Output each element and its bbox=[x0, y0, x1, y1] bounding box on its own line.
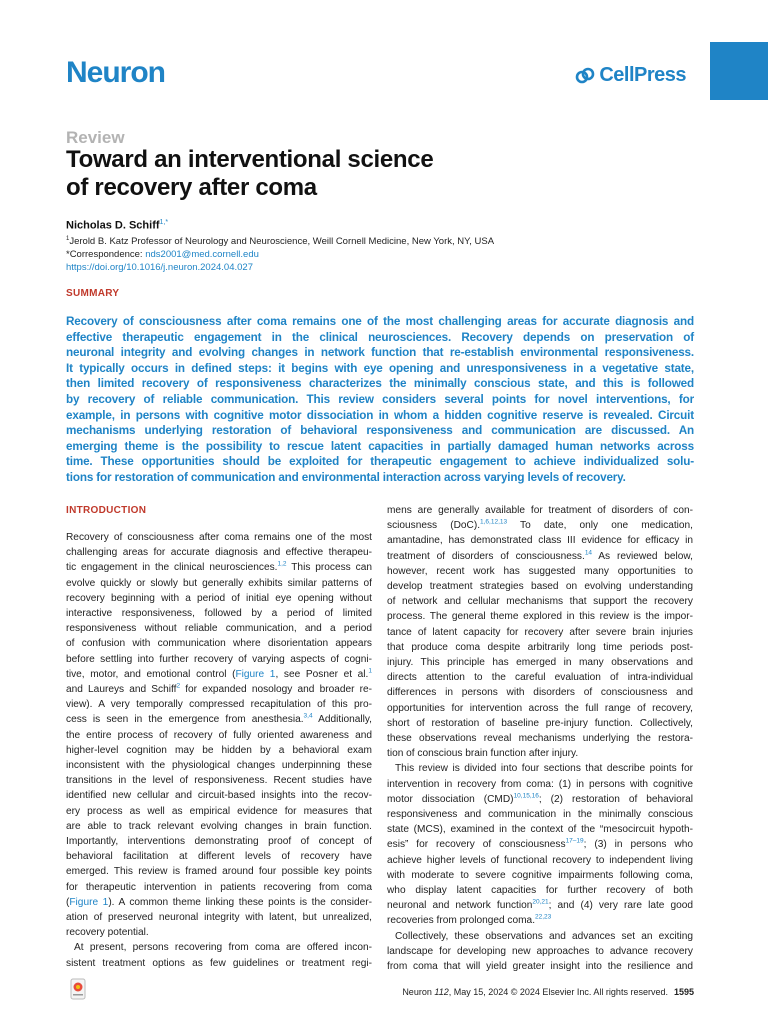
body-text: This process can bbox=[286, 562, 372, 574]
body-line bbox=[66, 895, 372, 910]
citation-superscript[interactable]: 1 bbox=[368, 667, 372, 675]
article-title bbox=[66, 146, 626, 202]
body-text: Recovery of consciousness after coma remains one of the most bbox=[66, 532, 372, 543]
body-text: cess is seen in the emergence from anesthesia. bbox=[66, 714, 304, 726]
body-text: challenging areas for accurate diagnosis and effective therapeu- bbox=[66, 547, 372, 559]
body-text: Importantly, interventions demonstrating proof of concept of bbox=[66, 836, 372, 848]
correspondence: *Correspondence: nds2001@med.cornell.edu bbox=[66, 249, 259, 261]
body-line bbox=[387, 549, 693, 564]
body-text: Additionally, bbox=[312, 714, 372, 726]
body-line bbox=[66, 940, 372, 955]
body-text: who display latent capacities for further recovery of both bbox=[387, 885, 693, 897]
body-text: sciousness (DoC). bbox=[387, 520, 481, 532]
body-line bbox=[66, 576, 372, 591]
summary-line: effective therapeutic engagement in the clinical neurosciences. Recovery depends on preservation of bbox=[66, 330, 694, 344]
page-footer bbox=[402, 987, 694, 997]
body-text: tive, motor, and emotional control ( bbox=[66, 668, 236, 680]
summary-line: time. These opportunities should be exploited for therapeutic engagement to achieve individualized solu- bbox=[66, 455, 694, 469]
publisher-logo[interactable] bbox=[575, 64, 686, 87]
body-text: with moderate to severe cognitive impairments following coma, bbox=[387, 869, 693, 881]
article-meta bbox=[66, 233, 494, 274]
body-text: intervention in recovery from coma: (1) in persons with cognitive bbox=[387, 778, 693, 790]
body-line bbox=[66, 773, 372, 788]
body-text: To date, only one medication, bbox=[507, 520, 693, 532]
body-text: neuronal and network function bbox=[387, 900, 533, 912]
journal-name: Neuron bbox=[66, 56, 165, 89]
body-text: responsiveness without reliable communication, and a period bbox=[66, 623, 372, 635]
corner-tab bbox=[710, 42, 768, 100]
body-text: sistent treatment options as few guidelines or treatment regi- bbox=[66, 957, 372, 969]
publisher-name: CellPress bbox=[599, 64, 686, 86]
body-text: tance of latent capacity for recovery after severe brain injuries bbox=[387, 626, 693, 638]
citation-superscript[interactable]: 17–19 bbox=[565, 838, 584, 846]
title-line: of recovery after coma bbox=[66, 174, 317, 201]
body-line bbox=[66, 925, 372, 940]
body-text: behavioral facilitation at different levels of recovery have bbox=[66, 851, 372, 863]
body-line bbox=[66, 819, 372, 834]
body-text: process. The general theme explored in this review is the impor- bbox=[387, 611, 693, 623]
body-line bbox=[66, 849, 372, 864]
body-line bbox=[387, 655, 693, 670]
body-line bbox=[66, 621, 372, 636]
body-line bbox=[387, 959, 693, 974]
author-superscript: 1,* bbox=[159, 219, 169, 226]
body-text: opportunities for intervention across the full range of recovery, bbox=[387, 702, 693, 714]
body-text: interactive responsiveness, followed by a period of limited bbox=[66, 608, 372, 620]
summary-line: then limited recovery of responsiveness characterizes the minimally conscious state, and this is followed bbox=[66, 377, 694, 391]
body-text: develop treatment strategies based on evolving understanding bbox=[387, 581, 693, 593]
body-line bbox=[387, 807, 693, 822]
citation-superscript[interactable]: 22,23 bbox=[535, 914, 552, 922]
body-text: short of restoration of baseline pre-injury function. Collectively, bbox=[387, 717, 693, 729]
body-line bbox=[387, 533, 693, 548]
body-text: ). A common theme linking these points is the consider- bbox=[108, 896, 372, 908]
body-line bbox=[387, 777, 693, 792]
body-text: transitions in the level of responsiveness. Recent studies have bbox=[66, 775, 372, 787]
summary-line: by recovery of reliable communication. This review considers several points for novel interventions, for bbox=[66, 392, 694, 406]
body-text: As reviewed below, bbox=[592, 550, 693, 562]
body-line bbox=[66, 682, 372, 697]
body-line bbox=[66, 788, 372, 803]
body-line bbox=[387, 594, 693, 609]
body-text: state (MCS), examined in the context of the “mesocircuit hypoth- bbox=[387, 824, 693, 836]
body-line bbox=[387, 898, 693, 913]
body-text: differences in persons with disorders of consciousness and bbox=[387, 687, 693, 699]
body-text: At present, persons recovering from coma are offered incon- bbox=[74, 942, 372, 954]
body-text: before settling into further recovery of varying aspects of cogni- bbox=[66, 653, 372, 665]
body-text: recovery beginning with a period of initial eye opening without bbox=[66, 592, 372, 604]
body-text: , see Posner et al. bbox=[275, 668, 369, 680]
body-text: Collectively, these observations and advances set an exciting bbox=[395, 930, 693, 942]
body-line bbox=[66, 652, 372, 667]
summary-line: Recovery of consciousness after coma remains one of the most challenging areas for accurate diagnosis and bbox=[66, 315, 694, 328]
article-type: Review bbox=[66, 128, 125, 147]
body-line bbox=[387, 731, 693, 746]
body-text: of confusion with communication where disorientation appears bbox=[66, 638, 372, 650]
author-line bbox=[66, 219, 168, 232]
body-text: for therapeutic intervention in patients recovering from coma bbox=[66, 881, 372, 893]
summary-line: emerging theme is the possibility to rescue latent capacities in partially damaged human networks across bbox=[66, 439, 694, 453]
body-text: emerged. This review is framed around four possible key points bbox=[66, 866, 372, 878]
body-line bbox=[66, 712, 372, 727]
body-line bbox=[66, 743, 372, 758]
body-line bbox=[66, 804, 372, 819]
figure-link[interactable]: Figure 1 bbox=[235, 668, 276, 680]
body-line bbox=[66, 606, 372, 621]
body-text: ; (3) in persons who bbox=[583, 839, 693, 851]
summary-line: example, in persons with cognitive motor dissociation in whom a hidden cognitive reserve is revealed. Circuit bbox=[66, 408, 694, 422]
body-text: identified new cellular and circuit-based insights into the recov- bbox=[66, 790, 372, 802]
body-line bbox=[387, 503, 693, 518]
body-text: from coma that will yield greater insight into the resilience and bbox=[387, 961, 693, 973]
body-line bbox=[387, 564, 693, 579]
body-line bbox=[387, 913, 693, 928]
body-text: ; (2) restoration of behavioral bbox=[538, 793, 693, 805]
doi-link[interactable]: https://doi.org/10.1016/j.neuron.2024.04.027 bbox=[66, 262, 253, 274]
check-for-updates-icon[interactable] bbox=[70, 978, 86, 1000]
body-line bbox=[66, 728, 372, 743]
body-line bbox=[387, 685, 693, 700]
body-line bbox=[66, 636, 372, 651]
cellpress-logo-icon bbox=[575, 66, 595, 86]
body-line bbox=[387, 853, 693, 868]
body-line bbox=[387, 822, 693, 837]
body-text: tion of conscious brain function after injury. bbox=[387, 748, 579, 760]
footer-text: , May 15, 2024 © 2024 Elsevier Inc. All rights reserved. bbox=[448, 987, 668, 997]
body-line bbox=[387, 761, 693, 776]
body-line bbox=[387, 716, 693, 731]
citation-superscript[interactable]: 1,2 bbox=[277, 561, 287, 569]
body-text: ery process as well as empirical evidence for measures that bbox=[66, 805, 372, 817]
summary-line: It typically occurs in defined steps: it begins with eye opening and unresponsiveness in a vegetative state, bbox=[66, 361, 694, 375]
body-line bbox=[387, 944, 693, 959]
body-line bbox=[387, 701, 693, 716]
summary-line: mechanisms underlying restoration of behavioral responsiveness and communication are discussed. An bbox=[66, 424, 694, 438]
body-text: evolve quickly or slowly but generally exhibits similar patterns of bbox=[66, 577, 372, 589]
body-text: however, recent work has suggested many opportunities to bbox=[387, 565, 693, 577]
body-line bbox=[387, 792, 693, 807]
body-text: esis” for recovery of consciousness bbox=[387, 839, 566, 851]
body-text: tic engagement in the clinical neurosciences. bbox=[66, 562, 278, 574]
body-text: recoveries from prolonged coma. bbox=[387, 915, 536, 927]
body-line bbox=[387, 640, 693, 655]
body-text: these observations reveal mechanisms underlying the restora- bbox=[387, 733, 693, 745]
page-number: 1595 bbox=[673, 987, 694, 997]
body-text: motor dissociation (CMD) bbox=[387, 793, 514, 805]
body-line bbox=[66, 530, 372, 545]
body-text: ; and (4) very rare late good bbox=[548, 900, 693, 912]
body-line bbox=[387, 625, 693, 640]
body-text: ( bbox=[66, 896, 70, 908]
right-column bbox=[387, 503, 693, 974]
body-line bbox=[387, 518, 693, 533]
body-text: and Laureys and Schiff bbox=[66, 684, 177, 696]
body-text: directs attention to the careful evaluation of intra-individual bbox=[387, 672, 693, 684]
body-text: achieve higher levels of functional recovery to independent living bbox=[387, 854, 693, 866]
body-line bbox=[66, 758, 372, 773]
affiliation-superscript: 1 bbox=[66, 236, 70, 242]
body-line bbox=[66, 591, 372, 606]
citation-superscript[interactable]: 2 bbox=[176, 682, 181, 690]
body-text: higher-level cognition may be hidden by a behavioral exam bbox=[66, 744, 372, 756]
footer-journal: Neuron bbox=[402, 987, 432, 997]
body-text: treatment of disorders of consciousness. bbox=[387, 550, 585, 562]
summary-heading: SUMMARY bbox=[66, 288, 120, 299]
body-line bbox=[66, 667, 372, 682]
figure-link[interactable]: Figure 1 bbox=[69, 896, 109, 908]
body-text: of network and cellular mechanisms that support the recovery bbox=[387, 596, 693, 608]
body-text: ation of preserved neuronal integrity with latent, but unrealized, bbox=[66, 912, 372, 924]
body-line bbox=[66, 834, 372, 849]
citation-superscript[interactable]: 20,21 bbox=[532, 898, 549, 906]
body-text: for expanded nosology and broader re- bbox=[180, 684, 373, 696]
body-line bbox=[387, 837, 693, 852]
body-line bbox=[66, 956, 372, 971]
body-text: landscape for developing new approaches to advance recovery bbox=[387, 945, 693, 957]
affiliation: $^1$Jerold B. Katz Professor of Neurology and Neuroscience, Weill Cornell Medicine, New York, NY, USA bbox=[66, 236, 495, 248]
body-line bbox=[387, 868, 693, 883]
body-line bbox=[66, 864, 372, 879]
introduction-heading: INTRODUCTION bbox=[66, 505, 147, 516]
body-line bbox=[66, 910, 372, 925]
body-line bbox=[66, 560, 372, 575]
body-text: mens are generally available for treatment of disorders of con- bbox=[387, 505, 693, 516]
citation-superscript[interactable]: 3,4 bbox=[303, 713, 313, 721]
title-line: Toward an interventional science bbox=[66, 146, 434, 173]
body-line bbox=[387, 579, 693, 594]
summary-line: tions for restoration of communication and environmental interaction across varying levels of recovery. bbox=[66, 470, 626, 484]
body-line bbox=[387, 746, 693, 761]
body-text: This review is divided into four sections that describe points for bbox=[395, 763, 693, 775]
summary-text bbox=[66, 314, 694, 486]
body-text: are able to track relevant evolving changes in brain function. bbox=[66, 820, 372, 832]
footer-volume: 112 bbox=[434, 987, 449, 997]
body-text: view). A very temporally compressed recapitulation of this pro- bbox=[66, 699, 372, 711]
body-text: recovery potential. bbox=[66, 927, 149, 939]
body-line bbox=[66, 880, 372, 895]
author-name[interactable]: Nicholas D. Schiff bbox=[66, 219, 160, 232]
body-line bbox=[387, 883, 693, 898]
body-text: the entire process of recovery of fully oriented awareness and bbox=[66, 729, 372, 741]
body-text: that produce coma despite arbitrarily long time periods post- bbox=[387, 641, 693, 653]
body-line bbox=[387, 929, 693, 944]
body-line bbox=[66, 545, 372, 560]
body-line bbox=[387, 609, 693, 624]
body-text: responsiveness and communication in the minimally conscious bbox=[387, 809, 693, 821]
citation-superscript[interactable]: 1,6,12,13 bbox=[480, 518, 508, 526]
body-text: inconsistent with the physiological changes underpinning these bbox=[66, 760, 372, 772]
body-line bbox=[387, 670, 693, 685]
body-text: injury. This principle has emerged in many observations and bbox=[387, 657, 693, 669]
left-column bbox=[66, 530, 372, 971]
summary-line: neuronal integrity and evolving changes in network function that re-establish environmental responsiveness. bbox=[66, 346, 694, 360]
email-link[interactable]: nds2001@med.cornell.edu bbox=[145, 249, 259, 261]
citation-superscript[interactable]: 14 bbox=[584, 549, 593, 557]
body-line bbox=[66, 697, 372, 712]
citation-superscript[interactable]: 10,15,16 bbox=[513, 792, 539, 800]
body-text: amantadine, has demonstrated class III evidence for efficacy in bbox=[387, 535, 693, 547]
